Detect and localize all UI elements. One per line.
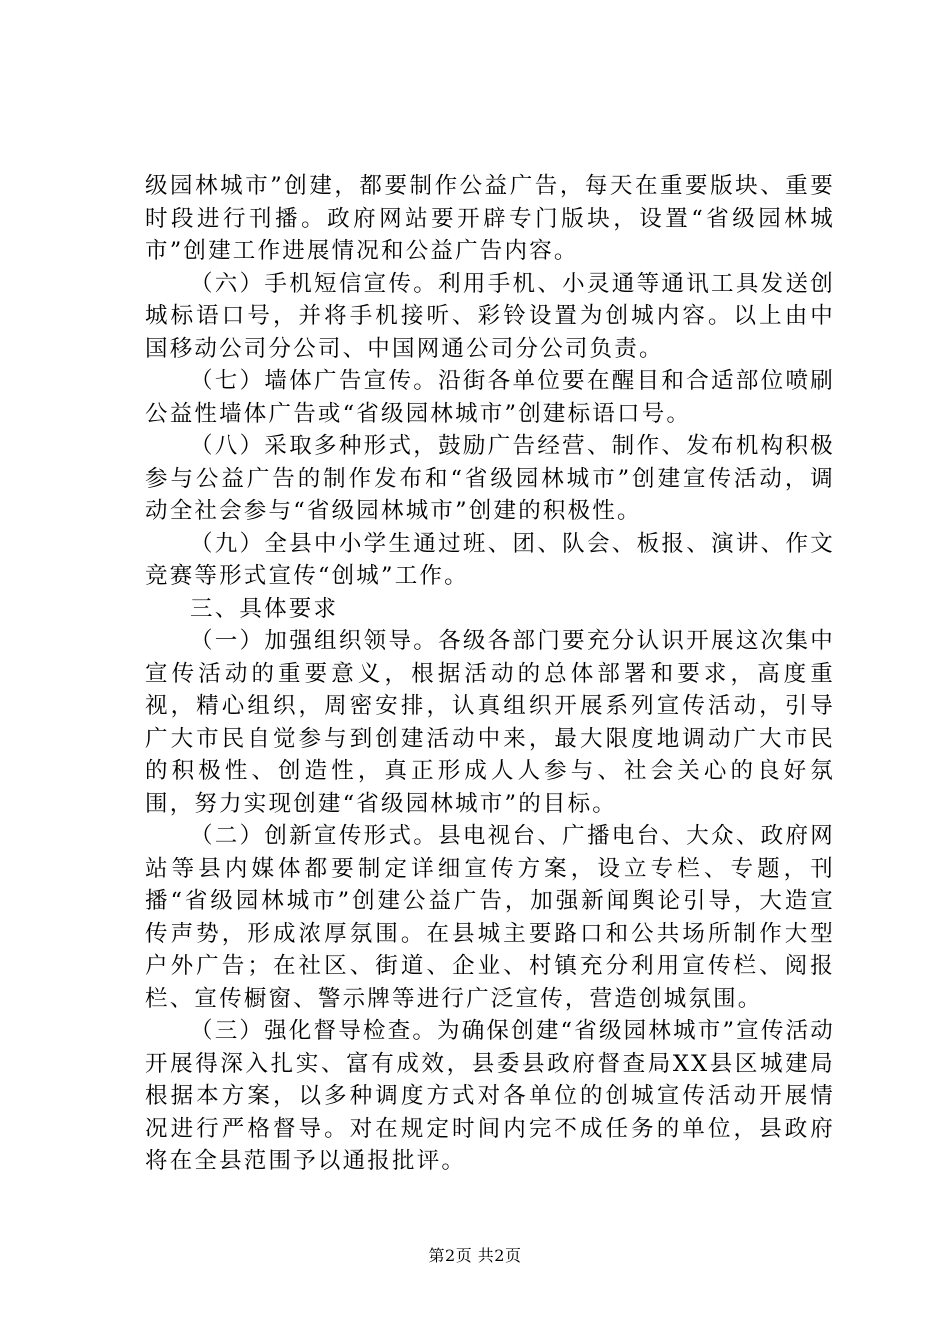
page-footer bbox=[0, 1246, 950, 1266]
paragraph-supervision: （三）强化督导检查。为确保创建“省级园林城市”宣传活动开展得深入扎实、富有成效，县委县政府督查局XX县区城建局根据本方案，以多种调度方式对各单位的创城宣传活动开展情况进行严格督导。对在规定时间内完不成任务的单位，县政府将在全县范围予以通报批评。 bbox=[145, 1018, 835, 1174]
paragraph-wall-ads: （七）墙体广告宣传。沿街各单位要在醒目和合适部位喷刷公益性墙体广告或“省级园林城市”创建标语口号。 bbox=[145, 368, 835, 427]
paragraph-continuation: 级园林城市”创建，都要制作公益广告，每天在重要版块、重要时段进行刊播。政府网站要开辟专门版块，设置“省级园林城市”创建工作进展情况和公益广告内容。 bbox=[145, 173, 835, 264]
paragraph-students: （九）全县中小学生通过班、团、队会、板报、演讲、作文竞赛等形式宣传“创城”工作。 bbox=[145, 530, 835, 589]
paragraph-multiple-forms: （八）采取多种形式，鼓励广告经营、制作、发布机构积极参与公益广告的制作发布和“省级园林城市”创建宣传活动，调动全社会参与“省级园林城市”创建的积极性。 bbox=[145, 433, 835, 524]
paragraph-leadership: （一）加强组织领导。各级各部门要充分认识开展这次集中宣传活动的重要意义，根据活动的总体部署和要求，高度重视，精心组织，周密安排，认真组织开展系列宣传活动，引导广大市民自觉参与到创建活动中来，最大限度地调动广大市民的积极性、创造性，真正形成人人参与、社会关心的良好氛围，努力实现创建“省级园林城市”的目标。 bbox=[145, 628, 835, 817]
paragraph-innovation: （二）创新宣传形式。县电视台、广播电台、大众、政府网站等县内媒体都要制定详细宣传方案，设立专栏、专题，刊播“省级园林城市”创建公益广告，加强新闻舆论引导，大造宣传声势，形成浓厚氛围。在县城主要路口和公共场所制作大型户外广告；在社区、街道、企业、村镇充分利用宣传栏、阅报栏、宣传橱窗、警示牌等进行广泛宣传，营造创城氛围。 bbox=[145, 823, 835, 1012]
paragraph-sms-publicity: （六）手机短信宣传。利用手机、小灵通等通讯工具发送创城标语口号，并将手机接听、彩铃设置为创城内容。以上由中国移动公司分公司、中国网通公司分公司负责。 bbox=[145, 270, 835, 362]
section-heading-requirements: 三、具体要求 bbox=[190, 595, 339, 622]
document-body bbox=[145, 170, 835, 1178]
page-number: 第2页 共2页 bbox=[428, 1246, 522, 1265]
